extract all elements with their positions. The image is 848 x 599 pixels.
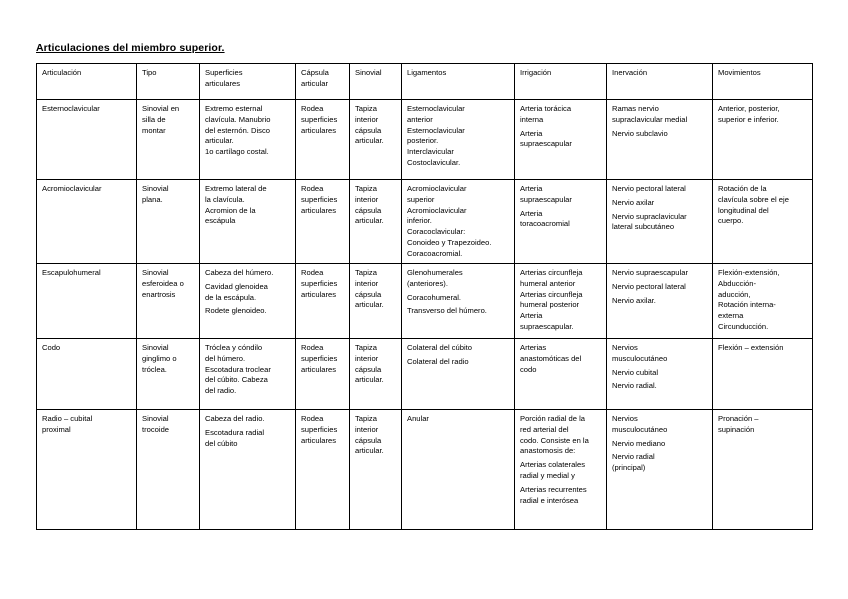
cell-ligamentos-line: inferior. — [407, 216, 432, 226]
cell-irrigacion-line: Arterias — [520, 343, 547, 352]
cell-irrigacion-line: radial e interósea — [520, 495, 579, 505]
cell-tipo — [137, 410, 200, 530]
cell-sinovial-line: cápsula — [355, 289, 382, 299]
cell-irrigacion-line: Porción radial de la — [520, 414, 586, 423]
column-header — [402, 64, 515, 100]
cell-superficies-line: del húmero. — [205, 353, 246, 363]
cell-capsula-line: articulares — [301, 435, 337, 445]
cell-capsula-line: articulares — [301, 364, 337, 374]
cell-movimientos-line: Flexión-extensión, — [718, 268, 780, 277]
document-title: Articulaciones del miembro superior. — [36, 42, 225, 54]
cell-sinovial-line: articular. — [355, 216, 384, 226]
column-header-line: Cápsula — [301, 68, 329, 77]
cell-sinovial-line: cápsula — [355, 364, 382, 374]
cell-movimientos — [713, 339, 813, 410]
cell-capsula — [296, 410, 350, 530]
cell-capsula — [296, 100, 350, 180]
cell-inervacion-line: Nervio radial. — [612, 381, 657, 391]
cell-sinovial-line: cápsula — [355, 435, 382, 445]
cell-inervacion-line: supraclavicular medial — [612, 114, 688, 124]
cell-irrigacion-line: Arterias circunfleja — [520, 268, 583, 277]
cell-irrigacion-line: supraescapular — [520, 194, 572, 204]
cell-movimientos — [713, 264, 813, 339]
cell-capsula-line: articulares — [301, 125, 337, 135]
cell-sinovial-line: interior — [355, 194, 379, 204]
cell-sinovial-line: cápsula — [355, 205, 382, 215]
cell-ligamentos-line: Esternoclavicular — [407, 104, 465, 113]
cell-superficies-line: del cúbito — [205, 438, 238, 448]
cell-articulacion — [37, 339, 137, 410]
cell-capsula-line: articulares — [301, 289, 337, 299]
cell-inervacion-line: Nervio subclavio — [612, 128, 668, 138]
column-header-line: Articulación — [42, 68, 82, 77]
cell-inervacion-line: Nervios — [612, 343, 638, 352]
cell-tipo — [137, 339, 200, 410]
column-header-line: Ligamentos — [407, 68, 447, 77]
column-header — [296, 64, 350, 100]
cell-capsula-line: superficies — [301, 114, 338, 124]
column-header-line: articular — [301, 78, 329, 88]
cell-irrigacion — [515, 410, 607, 530]
cell-sinovial-line: Tapiza — [355, 104, 377, 113]
cell-inervacion-line: musculocutáneo — [612, 424, 668, 434]
cell-irrigacion-line: Arteria — [520, 311, 543, 321]
cell-ligamentos — [402, 410, 515, 530]
cell-movimientos-line: cuerpo. — [718, 216, 744, 226]
cell-tipo-line: enartrosis — [142, 289, 176, 299]
cell-ligamentos-line: Acromioclavicular — [407, 184, 467, 193]
cell-tipo-line: Sinovial — [142, 184, 169, 193]
cell-tipo-line: plana. — [142, 194, 163, 204]
column-header-line: Superficies — [205, 68, 243, 77]
cell-tipo-line: trocoide — [142, 424, 170, 434]
cell-movimientos-line: Rotación de la — [718, 184, 767, 193]
cell-articulacion — [37, 410, 137, 530]
cell-superficies-line: clavícula. Manubrio — [205, 114, 271, 124]
cell-tipo — [137, 264, 200, 339]
cell-irrigacion-line: Arterias circunfleja — [520, 289, 583, 299]
cell-irrigacion-line: toracoacromial — [520, 219, 570, 229]
cell-articulacion-line: Esternoclavicular — [42, 104, 100, 113]
header-row — [37, 64, 813, 100]
cell-movimientos-line: Abducción- — [718, 278, 756, 288]
cell-irrigacion — [515, 180, 607, 264]
cell-articulacion-line: proximal — [42, 424, 71, 434]
cell-ligamentos-line: Interclavicular — [407, 147, 454, 157]
cell-inervacion-line: Nervio supraescapular — [612, 268, 688, 277]
cell-articulacion-line: Escapulohumeral — [42, 268, 101, 277]
cell-capsula-line: Rodea — [301, 343, 324, 352]
cell-superficies — [200, 410, 296, 530]
cell-capsula — [296, 264, 350, 339]
cell-sinovial-line: Tapiza — [355, 268, 377, 277]
cell-irrigacion-line: supraescapular. — [520, 321, 574, 331]
cell-articulacion — [37, 264, 137, 339]
cell-inervacion-line: Nervio axilar — [612, 197, 655, 207]
cell-movimientos-line: clavícula sobre el eje — [718, 194, 789, 204]
cell-sinovial-line: interior — [355, 114, 379, 124]
cell-capsula-line: Rodea — [301, 184, 324, 193]
cell-irrigacion-line: supraescapular — [520, 139, 572, 149]
cell-irrigacion-line: anastomosis de: — [520, 446, 576, 456]
cell-ligamentos-line: posterior. — [407, 136, 439, 146]
cell-irrigacion-line: Arteria — [520, 128, 543, 138]
cell-tipo-line: Sinovial en — [142, 104, 180, 113]
cell-movimientos-line: Flexión – extensión — [718, 343, 784, 352]
cell-articulacion-line: Codo — [42, 343, 61, 352]
cell-irrigacion-line: codo — [520, 364, 537, 374]
cell-tipo-line: ginglimo o — [142, 353, 177, 363]
cell-ligamentos — [402, 100, 515, 180]
column-header — [515, 64, 607, 100]
cell-movimientos-line: longitudinal del — [718, 205, 769, 215]
cell-inervacion-line: lateral subcutáneo — [612, 222, 675, 232]
cell-sinovial — [350, 180, 402, 264]
cell-capsula-line: superficies — [301, 278, 338, 288]
cell-movimientos-line: Rotación interna- — [718, 300, 776, 310]
cell-inervacion-line: Nervio pectoral lateral — [612, 281, 686, 291]
cell-superficies-line: 1o cartílago costal. — [205, 147, 269, 157]
cell-sinovial-line: articular. — [355, 300, 384, 310]
cell-ligamentos-line: anterior — [407, 114, 433, 124]
column-header — [350, 64, 402, 100]
cell-ligamentos-line: Acromioclavicular — [407, 205, 467, 215]
cell-sinovial — [350, 339, 402, 410]
cell-ligamentos-line: Conoideo y Trapezoideo. — [407, 237, 492, 247]
cell-irrigacion — [515, 100, 607, 180]
table-row — [37, 410, 813, 530]
cell-sinovial-line: Tapiza — [355, 184, 377, 193]
cell-superficies-line: Cavidad glenoidea — [205, 281, 268, 291]
cell-sinovial — [350, 410, 402, 530]
cell-tipo — [137, 180, 200, 264]
cell-irrigacion-line: interna — [520, 114, 544, 124]
column-header — [37, 64, 137, 100]
cell-irrigacion — [515, 339, 607, 410]
cell-movimientos — [713, 180, 813, 264]
cell-ligamentos-line: Coracohumeral. — [407, 292, 462, 302]
cell-superficies — [200, 264, 296, 339]
cell-movimientos-line: Anterior, posterior, — [718, 104, 780, 113]
column-header-line: Irrigación — [520, 68, 552, 77]
cell-tipo-line: Sinovial — [142, 414, 169, 423]
cell-superficies-line: Rodete glenoideo. — [205, 306, 267, 316]
cell-tipo-line: Sinovial — [142, 268, 169, 277]
cell-capsula-line: superficies — [301, 353, 338, 363]
cell-ligamentos — [402, 339, 515, 410]
cell-tipo-line: esferoidea o — [142, 278, 184, 288]
cell-inervacion-line: Nervio mediano — [612, 438, 666, 448]
cell-capsula-line: superficies — [301, 424, 338, 434]
cell-sinovial-line: Tapiza — [355, 343, 377, 352]
cell-superficies-line: Cabeza del húmero. — [205, 268, 274, 277]
cell-inervacion — [607, 180, 713, 264]
cell-ligamentos — [402, 264, 515, 339]
cell-sinovial-line: Tapiza — [355, 414, 377, 423]
table-row — [37, 264, 813, 339]
cell-movimientos-line: externa — [718, 311, 744, 321]
cell-ligamentos-line: Esternoclavicular — [407, 125, 465, 135]
cell-superficies-line: Escotadura radial — [205, 427, 265, 437]
cell-capsula-line: superficies — [301, 194, 338, 204]
column-header — [200, 64, 296, 100]
cell-superficies-line: del esternón. Disco — [205, 125, 271, 135]
cell-superficies-line: articular. — [205, 136, 234, 146]
cell-ligamentos-line: Colateral del cúbito — [407, 343, 473, 352]
cell-irrigacion-line: red arterial del — [520, 424, 569, 434]
cell-irrigacion-line: radial y medial y — [520, 470, 575, 480]
cell-articulacion — [37, 100, 137, 180]
cell-inervacion — [607, 264, 713, 339]
table-row — [37, 180, 813, 264]
cell-ligamentos-line: Colateral del radio — [407, 356, 469, 366]
cell-sinovial-line: interior — [355, 424, 379, 434]
cell-inervacion-line: Nervio supraclavicular — [612, 211, 687, 221]
cell-irrigacion-line: Arteria — [520, 208, 543, 218]
cell-sinovial-line: articular. — [355, 136, 384, 146]
cell-irrigacion-line: humeral posterior — [520, 300, 580, 310]
cell-capsula — [296, 339, 350, 410]
cell-superficies — [200, 180, 296, 264]
column-header — [137, 64, 200, 100]
cell-irrigacion-line: Arteria — [520, 184, 543, 193]
cell-inervacion-line: Nervios — [612, 414, 638, 423]
cell-sinovial-line: cápsula — [355, 125, 382, 135]
cell-inervacion-line: musculocutáneo — [612, 353, 668, 363]
articulations-table — [36, 63, 813, 530]
cell-sinovial-line: articular. — [355, 446, 384, 456]
cell-inervacion — [607, 100, 713, 180]
cell-movimientos-line: aducción, — [718, 289, 751, 299]
column-header-line: articulares — [205, 78, 241, 88]
column-header-line: Sinovial — [355, 68, 382, 77]
cell-inervacion-line: Nervio cubital — [612, 367, 659, 377]
cell-irrigacion-line: humeral anterior — [520, 278, 576, 288]
cell-inervacion-line: (principal) — [612, 463, 646, 473]
cell-capsula-line: Rodea — [301, 104, 324, 113]
cell-irrigacion-line: codo. Consiste en la — [520, 435, 589, 445]
cell-inervacion-line: Nervio pectoral lateral — [612, 184, 686, 193]
cell-sinovial-line: interior — [355, 278, 379, 288]
cell-sinovial — [350, 264, 402, 339]
cell-tipo-line: Sinovial — [142, 343, 169, 352]
cell-superficies-line: de la escápula. — [205, 292, 257, 302]
cell-superficies-line: la clavícula. — [205, 194, 245, 204]
cell-ligamentos — [402, 180, 515, 264]
column-header-line: Tipo — [142, 68, 157, 77]
cell-inervacion-line: Ramas nervio — [612, 104, 659, 113]
cell-superficies-line: Acromion de la — [205, 205, 256, 215]
cell-ligamentos-line: (anteriores). — [407, 278, 448, 288]
cell-irrigacion-line: Arteria torácica — [520, 104, 572, 113]
cell-superficies-line: Cabeza del radio. — [205, 414, 265, 423]
cell-superficies — [200, 339, 296, 410]
cell-superficies-line: del cúbito. Cabeza — [205, 375, 268, 385]
column-header — [713, 64, 813, 100]
cell-ligamentos-line: Costoclavicular. — [407, 157, 461, 167]
cell-articulacion-line: Acromioclavicular — [42, 184, 102, 193]
cell-movimientos-line: Circunducción. — [718, 321, 769, 331]
cell-inervacion-line: Nervio axilar. — [612, 295, 656, 305]
cell-articulacion — [37, 180, 137, 264]
cell-sinovial-line: articular. — [355, 375, 384, 385]
cell-articulacion-line: Radio – cubital — [42, 414, 93, 423]
cell-inervacion — [607, 410, 713, 530]
cell-tipo — [137, 100, 200, 180]
cell-superficies-line: Extremo lateral de — [205, 184, 267, 193]
cell-capsula-line: articulares — [301, 205, 337, 215]
cell-movimientos — [713, 100, 813, 180]
cell-capsula-line: Rodea — [301, 414, 324, 423]
cell-superficies-line: del radio. — [205, 386, 237, 396]
column-header — [607, 64, 713, 100]
cell-tipo-line: tróclea. — [142, 364, 167, 374]
cell-movimientos-line: Pronación – — [718, 414, 759, 423]
cell-capsula — [296, 180, 350, 264]
cell-ligamentos-line: Anular — [407, 414, 429, 423]
cell-superficies-line: Tróclea y cóndilo — [205, 343, 263, 352]
column-header-line: Movimientos — [718, 68, 761, 77]
cell-sinovial — [350, 100, 402, 180]
cell-superficies — [200, 100, 296, 180]
cell-irrigacion-line: Arterias colaterales — [520, 460, 585, 470]
cell-ligamentos-line: superior — [407, 194, 435, 204]
cell-capsula-line: Rodea — [301, 268, 324, 277]
cell-ligamentos-line: Coracoacromial. — [407, 248, 463, 258]
cell-tipo-line: montar — [142, 125, 166, 135]
cell-ligamentos-line: Transverso del húmero. — [407, 306, 487, 316]
cell-irrigacion-line: Arterias recurrentes — [520, 484, 587, 494]
cell-irrigacion — [515, 264, 607, 339]
cell-irrigacion-line: anastomóticas del — [520, 353, 582, 363]
cell-inervacion-line: Nervio radial — [612, 452, 655, 462]
cell-tipo-line: silla de — [142, 114, 166, 124]
cell-movimientos — [713, 410, 813, 530]
cell-ligamentos-line: Coracoclavicular: — [407, 227, 466, 237]
column-header-line: Inervación — [612, 68, 648, 77]
cell-ligamentos-line: Glenohumerales — [407, 268, 463, 277]
cell-movimientos-line: superior e inferior. — [718, 114, 779, 124]
cell-inervacion — [607, 339, 713, 410]
cell-superficies-line: Extremo esternal — [205, 104, 263, 113]
cell-movimientos-line: supinación — [718, 424, 755, 434]
cell-superficies-line: Escotadura troclear — [205, 364, 271, 374]
table-row — [37, 100, 813, 180]
cell-sinovial-line: interior — [355, 353, 379, 363]
table-row — [37, 339, 813, 410]
cell-superficies-line: escápula — [205, 216, 236, 226]
